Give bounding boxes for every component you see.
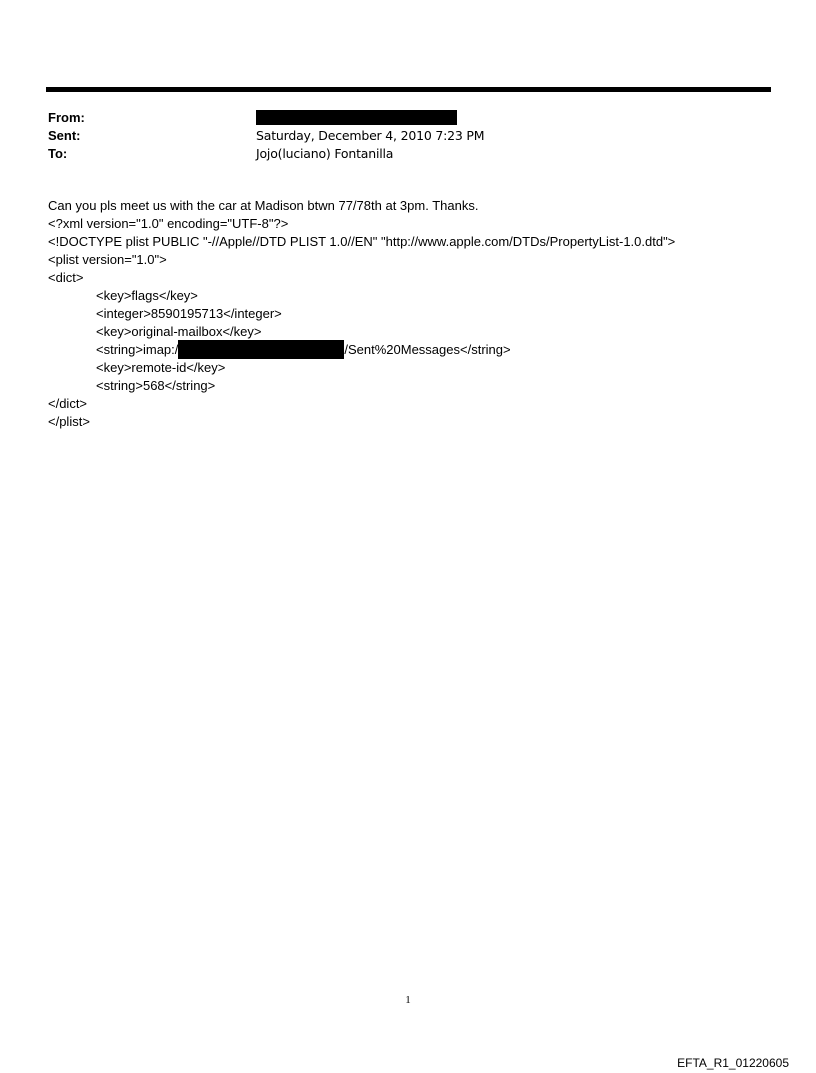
from-redaction-bar <box>256 110 457 125</box>
string-imap-line <box>48 341 788 359</box>
header-divider-rule <box>46 87 771 92</box>
sent-label: Sent: <box>48 128 81 143</box>
from-label: From: <box>48 110 85 125</box>
bates-number: EFTA_R1_01220605 <box>677 1056 789 1070</box>
key-mailbox-line: <key>original-mailbox</key> <box>96 324 262 339</box>
email-header <box>48 109 748 163</box>
email-body <box>48 197 788 431</box>
key-flags-line: <key>flags</key> <box>96 288 198 303</box>
from-row <box>48 109 748 127</box>
string-remote-line: <string>568</string> <box>96 378 216 393</box>
sent-value: Saturday, December 4, 2010 7:23 PM <box>256 128 485 143</box>
key-remote-line: <key>remote-id</key> <box>96 360 226 375</box>
xml-declaration: <?xml version="1.0" encoding="UTF-8"?> <box>48 216 289 231</box>
page-number: 1 <box>405 994 411 1006</box>
doctype-line: <!DOCTYPE plist PUBLIC "-//Apple//DTD PLIST 1.0//EN" "http://www.apple.com/DTDs/PropertyList-1.0.dtd"> <box>48 234 676 249</box>
to-value: Jojo(luciano) Fontanilla <box>256 146 394 161</box>
imap-redaction-bar <box>178 340 344 359</box>
to-row <box>48 145 748 163</box>
dict-open-tag: <dict> <box>48 270 84 285</box>
plist-close-tag: </plist> <box>48 414 90 429</box>
dict-close-tag: </dict> <box>48 396 88 411</box>
plist-open-tag: <plist version="1.0"> <box>48 252 167 267</box>
imap-prefix: <string>imap:/ <box>96 342 179 357</box>
to-label: To: <box>48 146 68 161</box>
sent-row <box>48 127 748 145</box>
imap-suffix: /Sent%20Messages</string> <box>344 342 511 357</box>
message-text: Can you pls meet us with the car at Madison btwn 77/78th at 3pm. Thanks. <box>48 198 479 213</box>
integer-flags-line: <integer>8590195713</integer> <box>96 306 282 321</box>
